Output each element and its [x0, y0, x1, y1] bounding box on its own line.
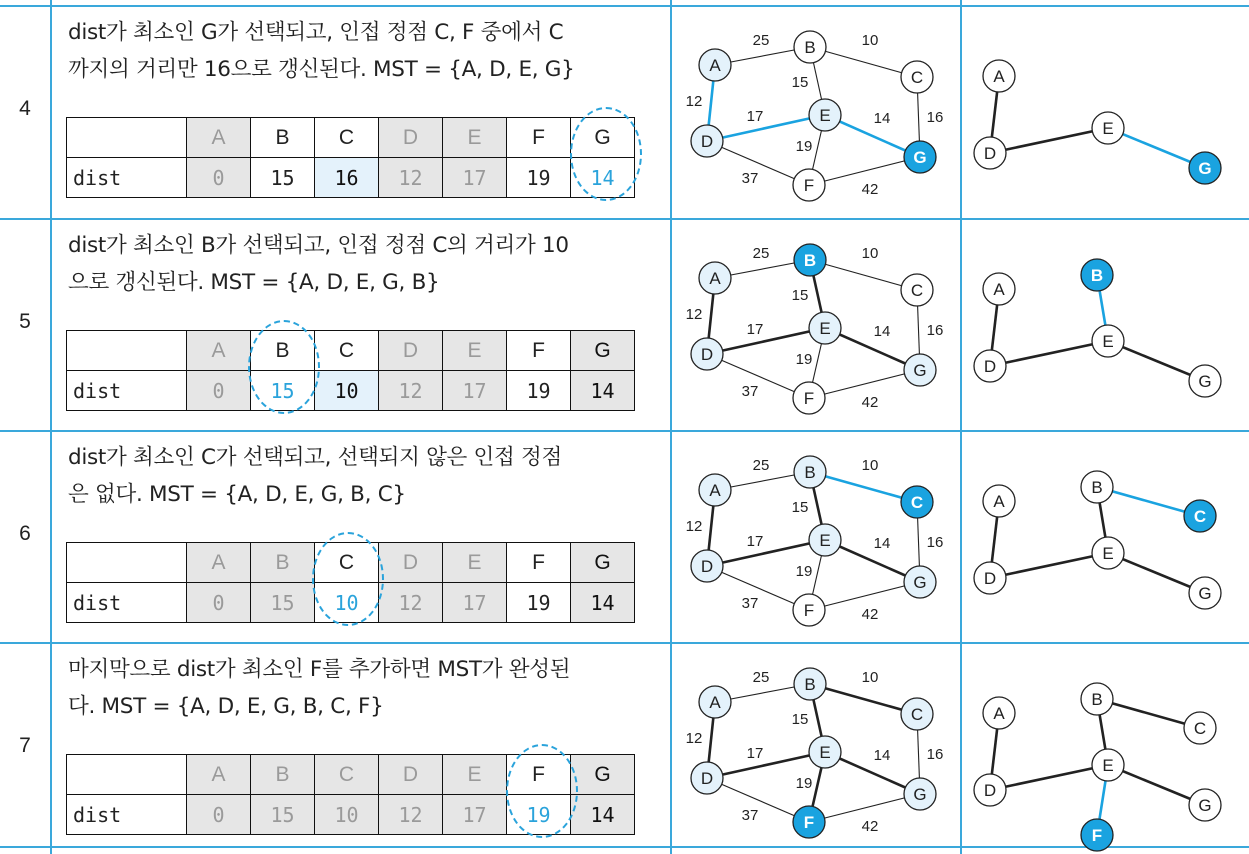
graph-node-label: F [803, 601, 815, 620]
edge-weight-label: 15 [791, 287, 809, 304]
column-header-g: G [571, 331, 635, 371]
graph-node-label: B [804, 463, 816, 482]
weighted-graph [670, 5, 960, 217]
dist-value-a: 0 [187, 371, 251, 411]
graph-edge-b-c [810, 684, 917, 714]
edge-weight-label: 14 [873, 323, 891, 340]
column-header-f: F [507, 755, 571, 795]
edge-weight-label: 16 [926, 322, 944, 339]
mst-tree [960, 5, 1249, 217]
tree-node-label: E [1102, 119, 1114, 138]
edge-weight-label: 42 [861, 606, 879, 623]
dist-value-f: 19 [507, 371, 571, 411]
edge-weight-label: 12 [685, 93, 703, 110]
table-row [67, 158, 635, 198]
edge-weight-label: 12 [685, 306, 703, 323]
grid-vline [50, 0, 52, 854]
column-header-a: A [187, 543, 251, 583]
table-row [67, 795, 635, 835]
graph-node-label: F [803, 176, 815, 195]
tree-node-label: G [1198, 159, 1212, 178]
dist-table [66, 542, 635, 623]
step-description [68, 227, 668, 301]
edge-weight-label: 19 [795, 138, 813, 155]
graph-node-label: G [913, 785, 927, 804]
tree-node-label: C [1193, 719, 1207, 738]
tree-edge-d-e [990, 553, 1108, 578]
row-label: dist [67, 583, 187, 623]
column-header-b: B [251, 755, 315, 795]
column-header-b: B [251, 331, 315, 371]
dist-value-c: 10 [315, 795, 379, 835]
dist-value-b: 15 [251, 583, 315, 623]
column-header-c: C [315, 331, 379, 371]
dist-value-f: 19 [507, 158, 571, 198]
tree-node-label: A [993, 280, 1005, 299]
step-number: 5 [19, 310, 31, 333]
dist-value-e: 17 [443, 371, 507, 411]
tree-node-label: D [983, 781, 997, 800]
column-header-e: E [443, 331, 507, 371]
column-header-g: G [571, 543, 635, 583]
dist-value-a: 0 [187, 795, 251, 835]
edge-weight-label: 10 [861, 669, 879, 686]
column-header-d: D [379, 755, 443, 795]
dist-table [66, 330, 635, 411]
column-header-f: F [507, 331, 571, 371]
column-header-f: F [507, 543, 571, 583]
dist-value-d: 12 [379, 371, 443, 411]
column-header-d: D [379, 118, 443, 158]
dist-value-g: 14 [571, 583, 635, 623]
table-corner-cell [67, 118, 187, 158]
edge-weight-label: 37 [741, 807, 759, 824]
dist-value-c: 10 [315, 371, 379, 411]
step-number: 7 [19, 734, 31, 757]
column-header-a: A [187, 118, 251, 158]
graph-node-label: C [910, 493, 924, 512]
row-label: dist [67, 371, 187, 411]
edge-weight-label: 15 [791, 74, 809, 91]
dist-value-d: 12 [379, 795, 443, 835]
graph-node-label: F [803, 813, 815, 832]
tree-edge-d-e [990, 128, 1108, 153]
edge-weight-label: 19 [795, 775, 813, 792]
dist-table [66, 754, 635, 835]
graph-node-label: E [819, 319, 831, 338]
description-line: 다. MST = {A, D, E, G, B, C, F} [68, 694, 384, 719]
column-header-g: G [571, 755, 635, 795]
tree-node-label: G [1198, 796, 1212, 815]
graph-node-label: C [910, 281, 924, 300]
dist-value-f: 19 [507, 795, 571, 835]
tree-node-label: G [1198, 372, 1212, 391]
column-header-b: B [251, 543, 315, 583]
column-header-g: G [571, 118, 635, 158]
graph-node-label: D [700, 769, 714, 788]
description-line: 까지의 거리만 16으로 갱신된다. MST = {A, D, E, G} [68, 57, 575, 82]
edge-weight-label: 14 [873, 747, 891, 764]
graph-node-label: D [700, 132, 714, 151]
column-header-c: C [315, 543, 379, 583]
graph-edge-b-c [810, 260, 917, 290]
column-header-e: E [443, 755, 507, 795]
graph-node-label: E [819, 743, 831, 762]
tree-node-label: A [993, 492, 1005, 511]
graph-node-label: A [709, 693, 721, 712]
edge-weight-label: 14 [873, 535, 891, 552]
edge-weight-label: 17 [746, 533, 764, 550]
column-header-f: F [507, 118, 571, 158]
graph-node-label: A [709, 56, 721, 75]
mst-tree [960, 642, 1249, 854]
edge-weight-label: 10 [861, 457, 879, 474]
edge-weight-label: 42 [861, 181, 879, 198]
tree-node-label: D [983, 357, 997, 376]
column-header-a: A [187, 755, 251, 795]
graph-node-label: G [913, 148, 927, 167]
dist-value-a: 0 [187, 158, 251, 198]
graph-edge-b-c [810, 472, 917, 502]
graph-node-label: C [910, 705, 924, 724]
edge-weight-label: 15 [791, 711, 809, 728]
table-row [67, 371, 635, 411]
column-header-b: B [251, 118, 315, 158]
tree-node-label: A [993, 704, 1005, 723]
mst-tree [960, 218, 1249, 430]
dist-value-f: 19 [507, 583, 571, 623]
graph-node-label: B [803, 251, 817, 270]
column-header-d: D [379, 543, 443, 583]
edge-weight-label: 15 [791, 499, 809, 516]
dist-value-g: 14 [571, 795, 635, 835]
step-number: 6 [19, 522, 31, 545]
step-description [68, 651, 668, 725]
tree-node-label: D [983, 144, 997, 163]
graph-edge-b-c [810, 47, 917, 77]
tree-node-label: E [1102, 544, 1114, 563]
edge-weight-label: 19 [795, 351, 813, 368]
description-line: 으로 갱신된다. MST = {A, D, E, G, B} [68, 270, 440, 295]
weighted-graph [670, 430, 960, 642]
row-label: dist [67, 158, 187, 198]
tree-node-label: B [1091, 690, 1103, 709]
edge-weight-label: 42 [861, 818, 879, 835]
step-description [68, 14, 668, 88]
edge-weight-label: 25 [752, 32, 770, 49]
tree-node-label: F [1091, 826, 1103, 845]
column-header-c: C [315, 755, 379, 795]
edge-weight-label: 17 [746, 321, 764, 338]
graph-node-label: C [910, 68, 924, 87]
dist-value-c: 10 [315, 583, 379, 623]
edge-weight-label: 16 [926, 746, 944, 763]
edge-weight-label: 16 [926, 109, 944, 126]
edge-weight-label: 25 [752, 245, 770, 262]
tree-node-label: E [1102, 332, 1114, 351]
edge-weight-label: 10 [861, 245, 879, 262]
dist-value-e: 17 [443, 583, 507, 623]
dist-value-d: 12 [379, 583, 443, 623]
dist-value-c: 16 [315, 158, 379, 198]
graph-node-label: D [700, 345, 714, 364]
step-description [68, 439, 668, 513]
edge-weight-label: 37 [741, 595, 759, 612]
dist-value-b: 15 [251, 795, 315, 835]
dist-value-e: 17 [443, 795, 507, 835]
column-header-e: E [443, 543, 507, 583]
graph-node-label: G [913, 573, 927, 592]
dist-value-a: 0 [187, 583, 251, 623]
weighted-graph [670, 218, 960, 430]
table-header-row [67, 118, 635, 158]
dist-value-g: 14 [571, 158, 635, 198]
edge-weight-label: 10 [861, 32, 879, 49]
description-line: 마지막으로 dist가 최소인 F를 추가하면 MST가 완성된 [68, 657, 571, 682]
tree-node-label: B [1090, 266, 1104, 285]
table-header-row [67, 543, 635, 583]
column-header-d: D [379, 331, 443, 371]
graph-node-label: B [804, 38, 816, 57]
graph-node-label: B [804, 675, 816, 694]
graph-node-label: E [819, 106, 831, 125]
graph-node-label: A [709, 269, 721, 288]
dist-table [66, 117, 635, 198]
edge-weight-label: 14 [873, 110, 891, 127]
table-header-row [67, 331, 635, 371]
description-line: dist가 최소인 C가 선택되고, 선택되지 않은 인접 정점 [68, 445, 562, 470]
edge-weight-label: 16 [926, 534, 944, 551]
tree-edge-d-e [990, 341, 1108, 366]
graph-node-label: E [819, 531, 831, 550]
edge-weight-label: 42 [861, 394, 879, 411]
graph-node-label: G [913, 361, 927, 380]
table-corner-cell [67, 331, 187, 371]
edge-weight-label: 37 [741, 383, 759, 400]
table-row [67, 583, 635, 623]
dist-value-b: 15 [251, 371, 315, 411]
graph-node-label: F [803, 389, 815, 408]
dist-value-d: 12 [379, 158, 443, 198]
row-label: dist [67, 795, 187, 835]
tree-node-label: B [1091, 478, 1103, 497]
edge-weight-label: 25 [752, 457, 770, 474]
description-line: 은 없다. MST = {A, D, E, G, B, C} [68, 482, 406, 507]
mst-tree [960, 430, 1249, 642]
edge-weight-label: 12 [685, 518, 703, 535]
tree-node-label: E [1102, 756, 1114, 775]
column-header-e: E [443, 118, 507, 158]
weighted-graph [670, 642, 960, 854]
column-header-c: C [315, 118, 379, 158]
table-corner-cell [67, 755, 187, 795]
graph-node-label: A [709, 481, 721, 500]
graph-node-label: D [700, 557, 714, 576]
description-line: dist가 최소인 G가 선택되고, 인접 정점 C, F 중에서 C [68, 20, 564, 45]
table-corner-cell [67, 543, 187, 583]
edge-weight-label: 19 [795, 563, 813, 580]
column-header-a: A [187, 331, 251, 371]
edge-weight-label: 25 [752, 669, 770, 686]
tree-node-label: G [1198, 584, 1212, 603]
tree-node-label: A [993, 67, 1005, 86]
tree-node-label: C [1193, 507, 1207, 526]
tree-node-label: D [983, 569, 997, 588]
dist-value-b: 15 [251, 158, 315, 198]
edge-weight-label: 17 [746, 745, 764, 762]
step-number: 4 [19, 97, 31, 120]
dist-value-g: 14 [571, 371, 635, 411]
description-line: dist가 최소인 B가 선택되고, 인접 정점 C의 거리가 10 [68, 233, 569, 258]
edge-weight-label: 12 [685, 730, 703, 747]
table-header-row [67, 755, 635, 795]
edge-weight-label: 37 [741, 170, 759, 187]
tree-edge-d-e [990, 765, 1108, 790]
edge-weight-label: 17 [746, 108, 764, 125]
dist-value-e: 17 [443, 158, 507, 198]
